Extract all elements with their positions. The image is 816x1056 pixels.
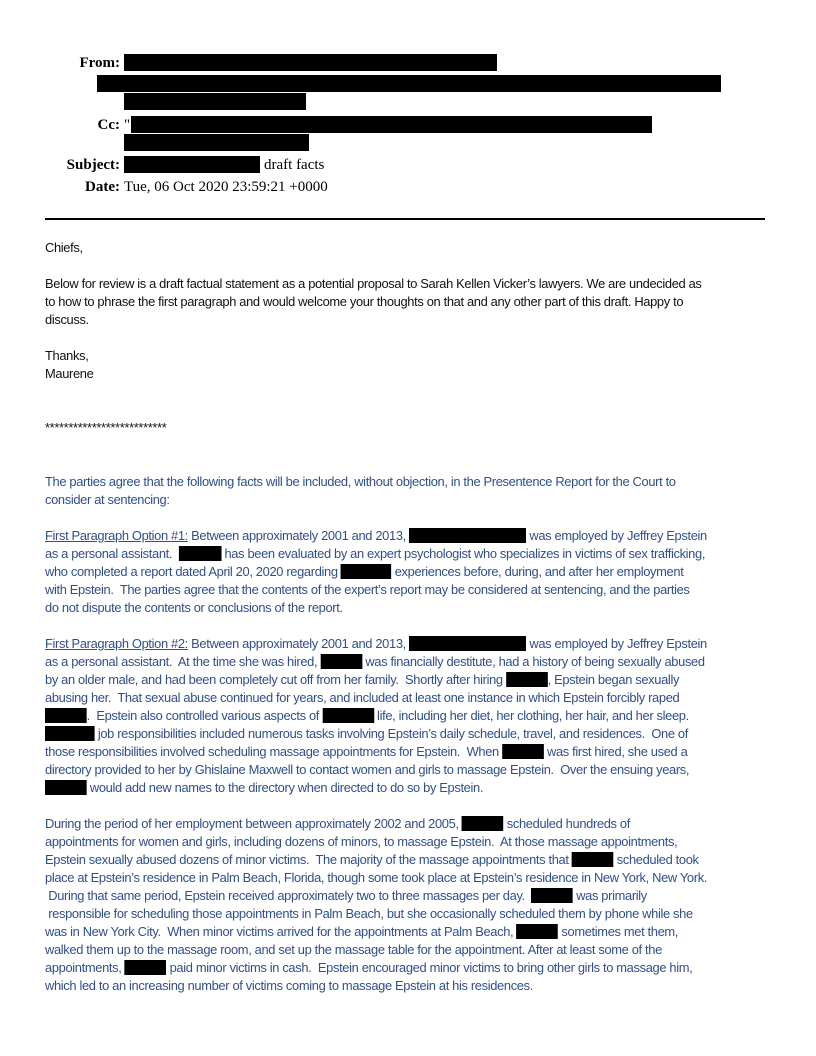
draft-text: paid minor victims in cash. Epstein encouraged minor victims to bring other girls to massage him, <box>166 960 693 975</box>
draft-text: job responsibilities included numerous tasks involving Epstein’s daily schedule, travel, and residences. One of <box>94 726 688 741</box>
redaction-box <box>45 708 87 723</box>
redaction-box <box>531 888 573 903</box>
intro-line: discuss. <box>45 312 89 327</box>
redaction-box <box>409 636 526 651</box>
option-label: First Paragraph Option #1: <box>45 528 188 543</box>
draft-line <box>45 941 769 959</box>
redaction-box <box>45 726 95 741</box>
signature: Maurene <box>45 366 94 381</box>
draft-line <box>45 671 769 689</box>
draft-text: sometimes met them, <box>558 924 679 939</box>
redaction-box <box>179 546 222 561</box>
draft-text: by an older male, and had been completely cut off from her family. Shortly after hiring <box>45 672 506 687</box>
draft-text: consider at sentencing: <box>45 492 170 507</box>
signature-block <box>45 347 775 383</box>
draft-line <box>45 815 769 833</box>
draft-statement <box>45 473 775 995</box>
redaction-box <box>45 780 87 795</box>
redaction-from-2 <box>97 75 721 92</box>
draft-text: , Epstein began sexually <box>547 672 680 687</box>
draft-line <box>45 545 769 563</box>
email-header <box>0 0 816 210</box>
draft-text: with Epstein. The parties agree that the contents of the expert’s report may be considered at sentencing, and the parties <box>45 582 690 597</box>
redaction-box <box>409 528 526 543</box>
draft-line <box>45 527 769 545</box>
redaction-cc-2 <box>124 134 309 151</box>
draft-text: was employed by Jeffrey Epstein <box>526 636 707 651</box>
draft-text: was primarily <box>572 888 647 903</box>
draft-text: was employed by Jeffrey Epstein <box>526 528 707 543</box>
draft-line <box>45 635 769 653</box>
draft-text: those responsibilities involved scheduling massage appointments for Epstein. When <box>45 744 503 759</box>
draft-text: was first hired, she used a <box>543 744 688 759</box>
redaction-box <box>320 654 362 669</box>
draft-line <box>45 491 769 509</box>
draft-line <box>45 581 769 599</box>
draft-text: appointments for women and girls, including dozens of minors, to massage Epstein. At those massage appointments, <box>45 834 678 849</box>
cc-quote: " <box>124 117 131 133</box>
redaction-subject <box>124 156 260 173</box>
draft-text: During that same period, Epstein received approximately two to three massages per day. <box>45 888 532 903</box>
redaction-box <box>462 816 504 831</box>
draft-line <box>45 833 769 851</box>
draft-text: directory provided to her by Ghislaine Maxwell to contact women and girls to massage Epstein. Over the ensuing years, <box>45 762 690 777</box>
redaction-box <box>502 744 544 759</box>
date-value: Tue, 06 Oct 2020 23:59:21 +0000 <box>124 179 328 195</box>
draft-text: has been evaluated by an expert psychologist who specializes in victims of sex trafficking, <box>221 546 706 561</box>
draft-text: appointments, <box>45 960 125 975</box>
draft-text: as a personal assistant. At the time she was hired, <box>45 654 321 669</box>
draft-text: responsible for scheduling those appointments in Palm Beach, but she occasionally scheduled them by phone while she <box>45 906 693 921</box>
draft-text: experiences before, during, and after her employment <box>391 564 684 579</box>
redaction-box <box>572 852 614 867</box>
header-divider <box>45 218 765 220</box>
draft-line <box>45 959 769 977</box>
draft-text: life, including her diet, her clothing, her hair, and her sleep. <box>373 708 689 723</box>
draft-text: Between approximately 2001 and 2013, <box>187 528 410 543</box>
draft-line <box>45 761 769 779</box>
intro-line: to how to phrase the first paragraph and would welcome your thoughts on that and any other part of this draft. Happy to <box>45 294 684 309</box>
redaction-from-3 <box>124 93 306 110</box>
draft-line <box>45 977 769 995</box>
draft-text: place at Epstein’s residence in Palm Beach, Florida, though some took place at Epstein’s residence in New York, New York. <box>45 870 708 885</box>
draft-line <box>45 473 769 491</box>
draft-line <box>45 563 769 581</box>
draft-text: would add new names to the directory when directed to do so by Epstein. <box>86 780 484 795</box>
option-label: First Paragraph Option #2: <box>45 636 188 651</box>
signoff: Thanks, <box>45 348 89 363</box>
draft-line <box>45 725 769 743</box>
draft-line <box>45 779 769 797</box>
draft-line <box>45 689 769 707</box>
separator <box>45 419 775 437</box>
draft-text: do not dispute the contents or conclusions of the report. <box>45 600 343 615</box>
draft-text: scheduled hundreds of <box>503 816 630 831</box>
from-label: From: <box>79 55 120 71</box>
draft-line <box>45 923 769 941</box>
date-label: Date: <box>85 179 120 195</box>
cc-label: Cc: <box>97 117 120 133</box>
redaction-cc <box>131 116 652 133</box>
draft-line <box>45 707 769 725</box>
option-2-paragraph <box>45 635 775 797</box>
redaction-box <box>341 564 392 579</box>
intro-line: Below for review is a draft factual statement as a potential proposal to Sarah Kellen Vicker’s lawyers. We are undecided as <box>45 276 702 291</box>
draft-text: Epstein sexually abused dozens of minor victims. The majority of the massage appointments that <box>45 852 572 867</box>
draft-text: . Epstein also controlled various aspects of <box>86 708 323 723</box>
draft-text: scheduled took <box>613 852 699 867</box>
draft-line <box>45 887 769 905</box>
draft-text: was in New York City. When minor victims arrived for the appointments at Palm Beach, <box>45 924 517 939</box>
draft-line <box>45 851 769 869</box>
redaction-box <box>506 672 548 687</box>
email-body <box>45 239 775 1013</box>
greeting <box>45 239 775 257</box>
redaction-box <box>517 924 559 939</box>
draft-line <box>45 743 769 761</box>
draft-line <box>45 653 769 671</box>
redaction-box <box>322 708 374 723</box>
draft-line <box>45 905 769 923</box>
draft-text: abusing her. That sexual abuse continued for years, and included at least one instance in which Epstein forcibly raped <box>45 690 680 705</box>
draft-text: who completed a report dated April 20, 2020 regarding <box>45 564 341 579</box>
option-1-paragraph <box>45 527 775 617</box>
redaction-box <box>125 960 167 975</box>
draft-text: which led to an increasing number of victims coming to massage Epstein at his residences. <box>45 978 533 993</box>
separator-text: ************************** <box>45 420 167 435</box>
greeting-text: Chiefs, <box>45 240 83 255</box>
draft-text: as a personal assistant. <box>45 546 179 561</box>
subject-label: Subject: <box>66 157 120 173</box>
employment-paragraph <box>45 815 775 995</box>
draft-text: was financially destitute, had a history of being sexually abused <box>362 654 705 669</box>
draft-intro-paragraph <box>45 473 775 509</box>
intro-paragraph <box>45 275 775 329</box>
redaction-from <box>124 54 497 71</box>
subject-text: draft facts <box>264 157 325 173</box>
draft-line <box>45 869 769 887</box>
draft-text: The parties agree that the following facts will be included, without objection, in the Presentence Report for the Court to <box>45 474 676 489</box>
draft-line <box>45 599 769 617</box>
draft-text: Between approximately 2001 and 2013, <box>187 636 410 651</box>
draft-text: walked them up to the massage room, and set up the massage table for the appointment. After at least some of the <box>45 942 662 957</box>
draft-text: During the period of her employment between approximately 2002 and 2005, <box>45 816 462 831</box>
